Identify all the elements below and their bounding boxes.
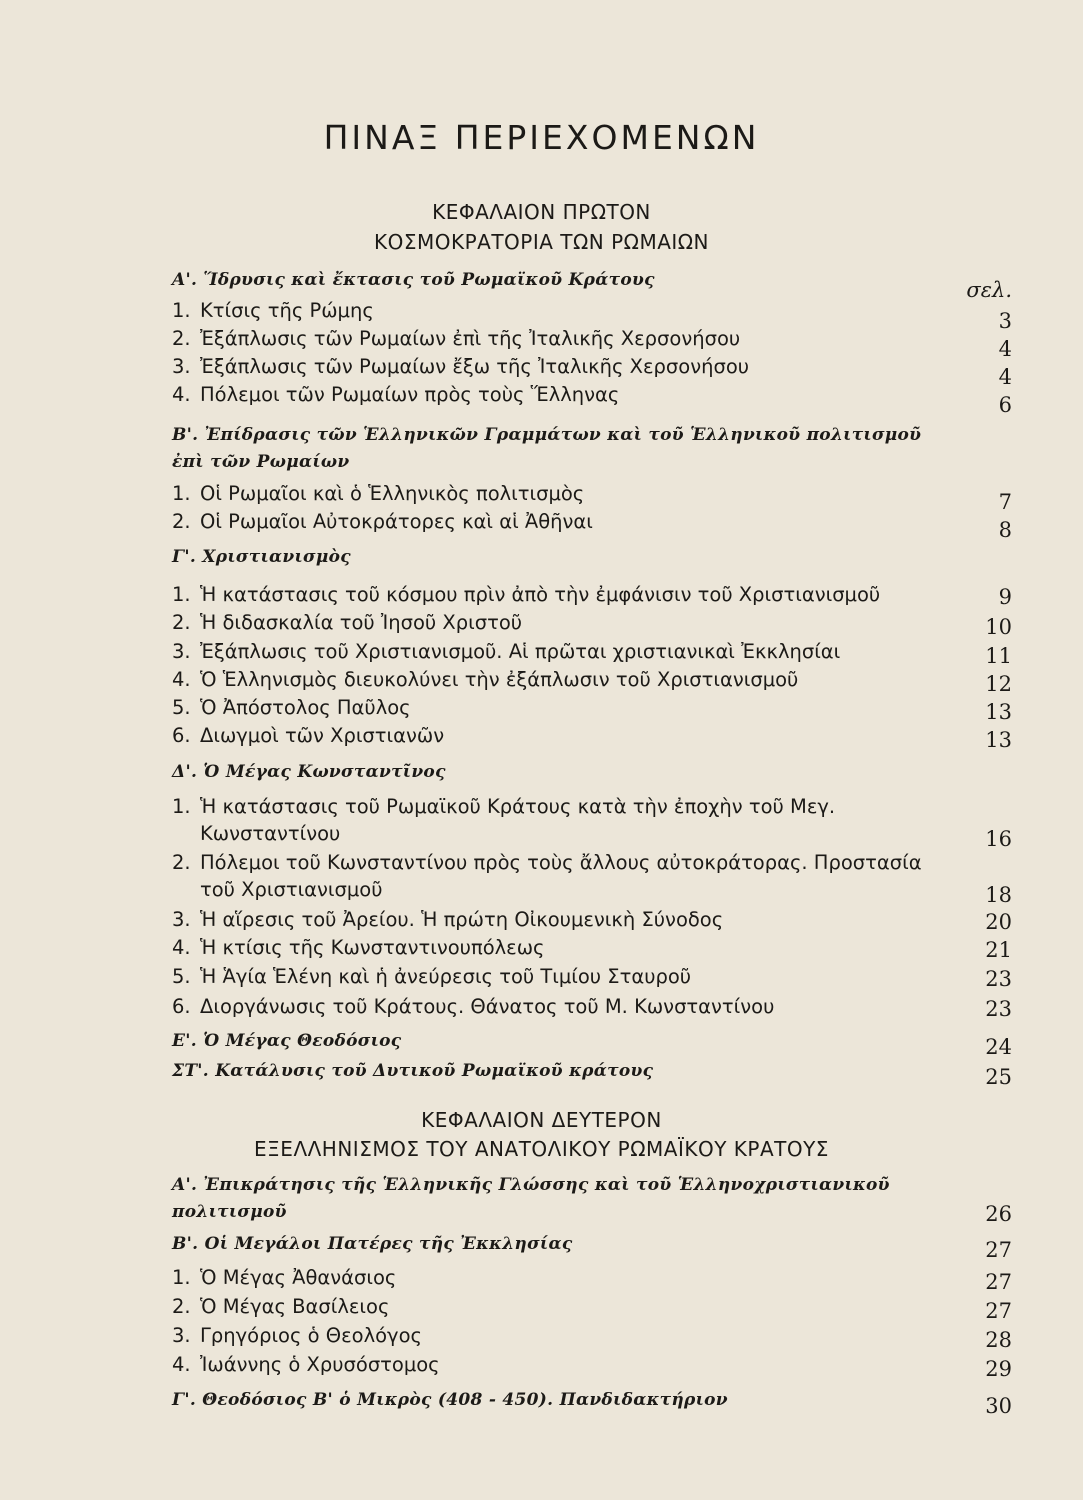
- page-number: 30: [985, 1394, 1012, 1418]
- page-number: 4: [998, 365, 1012, 389]
- page-number: 27: [985, 1270, 1012, 1294]
- page-number: 10: [985, 615, 1012, 639]
- page-number: 13: [985, 700, 1012, 724]
- page-title: ΠΙΝΑΞ ΠΕΡΙΕΧΟΜΕΝΩΝ: [323, 118, 760, 157]
- chapter-heading: ΚΕΦΑΛΑΙΟΝ ΠΡΩΤΟΝ: [432, 200, 651, 224]
- page-number: 8: [998, 518, 1012, 542]
- page-number: 3: [998, 309, 1012, 333]
- page-number: 11: [985, 644, 1012, 668]
- page-number: 20: [985, 910, 1012, 934]
- page-number: 23: [985, 967, 1012, 991]
- page-number: 28: [985, 1328, 1012, 1352]
- page-number: 16: [985, 827, 1012, 851]
- page-number: 23: [985, 997, 1012, 1021]
- page-number: 27: [985, 1238, 1012, 1262]
- page-number: 7: [998, 490, 1012, 514]
- chapter-subheading: ΚΟΣΜΟΚΡΑΤΟΡΙΑ ΤΩΝ ΡΩΜΑΙΩΝ: [373, 230, 710, 254]
- page-number: 13: [985, 728, 1012, 752]
- page-number: 9: [998, 585, 1012, 609]
- page-number: 4: [998, 337, 1012, 361]
- contents-page: ΠΙΝΑΞ ΠΕΡΙΕΧΟΜΕΝΩΝ ΚΕΦΑΛΑΙΟΝ ΠΡΩΤΟΝ ΚΟΣΜΟΚΡΑΤΟΡΙΑ ΤΩΝ ΡΩΜΑΙΩΝ Α'. Ἵδρυσις καὶ ἔκτασις τοῦ Ρωμαϊκοῦ Κράτους σελ. 1. Κτίσις τῆς Ρώμης 3 2. Ἐξάπλωσις τῶν Ρωμαίων ἐπὶ τῆς Ἰταλικῆς Χερσονήσου 4 3. Ἐξάπλωσις τῶν Ρωμαίων ἔξω τῆς Ἰταλικῆς Χερσονήσου 4 4. Πόλεμοι τῶν Ρωμαίων πρὸς τοὺς Ἕλληνας 6 Β'. Ἐπίδρασις τῶν Ἑλληνικῶν Γραμμάτων καὶ τοῦ Ἑλληνικοῦ πολιτισμοῦ ἐπὶ τῶν Ρωμαίων 1. Οἱ Ρωμαῖοι καὶ ὁ Ἑλληνικὸς πολιτισμὸς 7 2. Οἱ Ρωμαῖοι Αὐτοκράτορες καὶ αἱ Ἀθῆναι 8 Γ'. Χριστιανισμὸς 1. Ἡ κατάστασις τοῦ κόσμου πρὶν ἀπὸ τὴν ἐμφάνισιν τοῦ Χριστιανισμοῦ 9 2. Ἡ διδασκαλία τοῦ Ἰησοῦ Χριστοῦ 10 3. Ἐξάπλωσις τοῦ Χριστιανισμοῦ. Αἱ πρῶται χριστιανικαὶ Ἐκκλησίαι 11 4. Ὁ Ἑλληνισμὸς διευκολύνει τὴν ἐξάπλωσιν τοῦ Χριστιανισμοῦ 12 5. Ὁ Ἀπόστολος Παῦλος 13 6. Διωγμοὶ τῶν Χριστιανῶν 13 Δ'. Ὁ Μέγας Κωνσταντῖνος 1. Ἡ κατάστασις τοῦ Ρωμαϊκοῦ Κράτους κατὰ τὴν ἐποχὴν τοῦ Μεγ. Κωνσταντίνου 16 2. Πόλεμοι τοῦ Κωνσταντίνου πρὸς τοὺς ἄλλους αὐτοκράτορας. Προστασία τοῦ Χριστιανισμοῦ 18 3. Ἡ αἵρεσις τοῦ Ἀρείου. Ἡ πρώτη Οἰκουμενικὴ Σύνοδος 20 4. Ἡ κτίσις τῆς Κωνσταντινουπόλεως 21 5. Ἡ Ἁγία Ἑλένη καὶ ἡ ἀνεύρεσις τοῦ Τιμίου Σταυροῦ 23 6. Διοργάνωσις τοῦ Κράτους. Θάνατος τοῦ Μ. Κωνσταντίνου 23 Ε'. Ὁ Μέγας Θεοδόσιος 24 ΣΤ'. Κατάλυσις τοῦ Δυτικοῦ Ρωμαϊκοῦ κράτους 25 ΚΕΦΑΛΑΙΟΝ ΔΕΥΤΕΡΟΝ ΕΞΕΛΛΗΝΙΣΜΟΣ ΤΟΥ ΑΝΑΤΟΛΙΚΟΥ ΡΩΜΑΪΚΟΥ ΚΡΑΤΟΥΣ Α'. Ἐπικράτησις τῆς Ἑλληνικῆς Γλώσσης καὶ τοῦ Ἑλληνοχριστιανικοῦ πολιτισμοῦ 26 Β'. Οἱ Μεγάλοι Πατέρες τῆς Ἐκκλησίας 27 1. Ὁ Μέγας Ἀθανάσιος 27 2. Ὁ Μέγας Βασίλειος 27 3. Γρηγόριος ὁ Θεολόγος 28 4. Ἰωάννης ὁ Χρυσόστομος 29 Γ'. Θεοδόσιος Β' ὁ Μικρὸς (408 - 450). Πανδιδακτήριον 30: [0, 0, 1083, 1500]
- page-number: 6: [998, 393, 1012, 417]
- page-number: 21: [985, 938, 1012, 962]
- page-number: 18: [985, 883, 1012, 907]
- page-number: 24: [985, 1035, 1012, 1059]
- page-number: 12: [985, 672, 1012, 696]
- chapter-subheading: ΕΞΕΛΛΗΝΙΣΜΟΣ ΤΟΥ ΑΝΑΤΟΛΙΚΟΥ ΡΩΜΑΪΚΟΥ ΚΡΑΤΟΥΣ: [254, 1137, 829, 1161]
- page-number: 27: [985, 1299, 1012, 1323]
- page-number: 26: [985, 1202, 1012, 1226]
- page-number: 25: [985, 1065, 1012, 1089]
- page-column-label: σελ.: [966, 278, 1012, 302]
- chapter-heading: ΚΕΦΑΛΑΙΟΝ ΔΕΥΤΕΡΟΝ: [421, 1108, 662, 1132]
- page-number: 29: [985, 1357, 1012, 1381]
